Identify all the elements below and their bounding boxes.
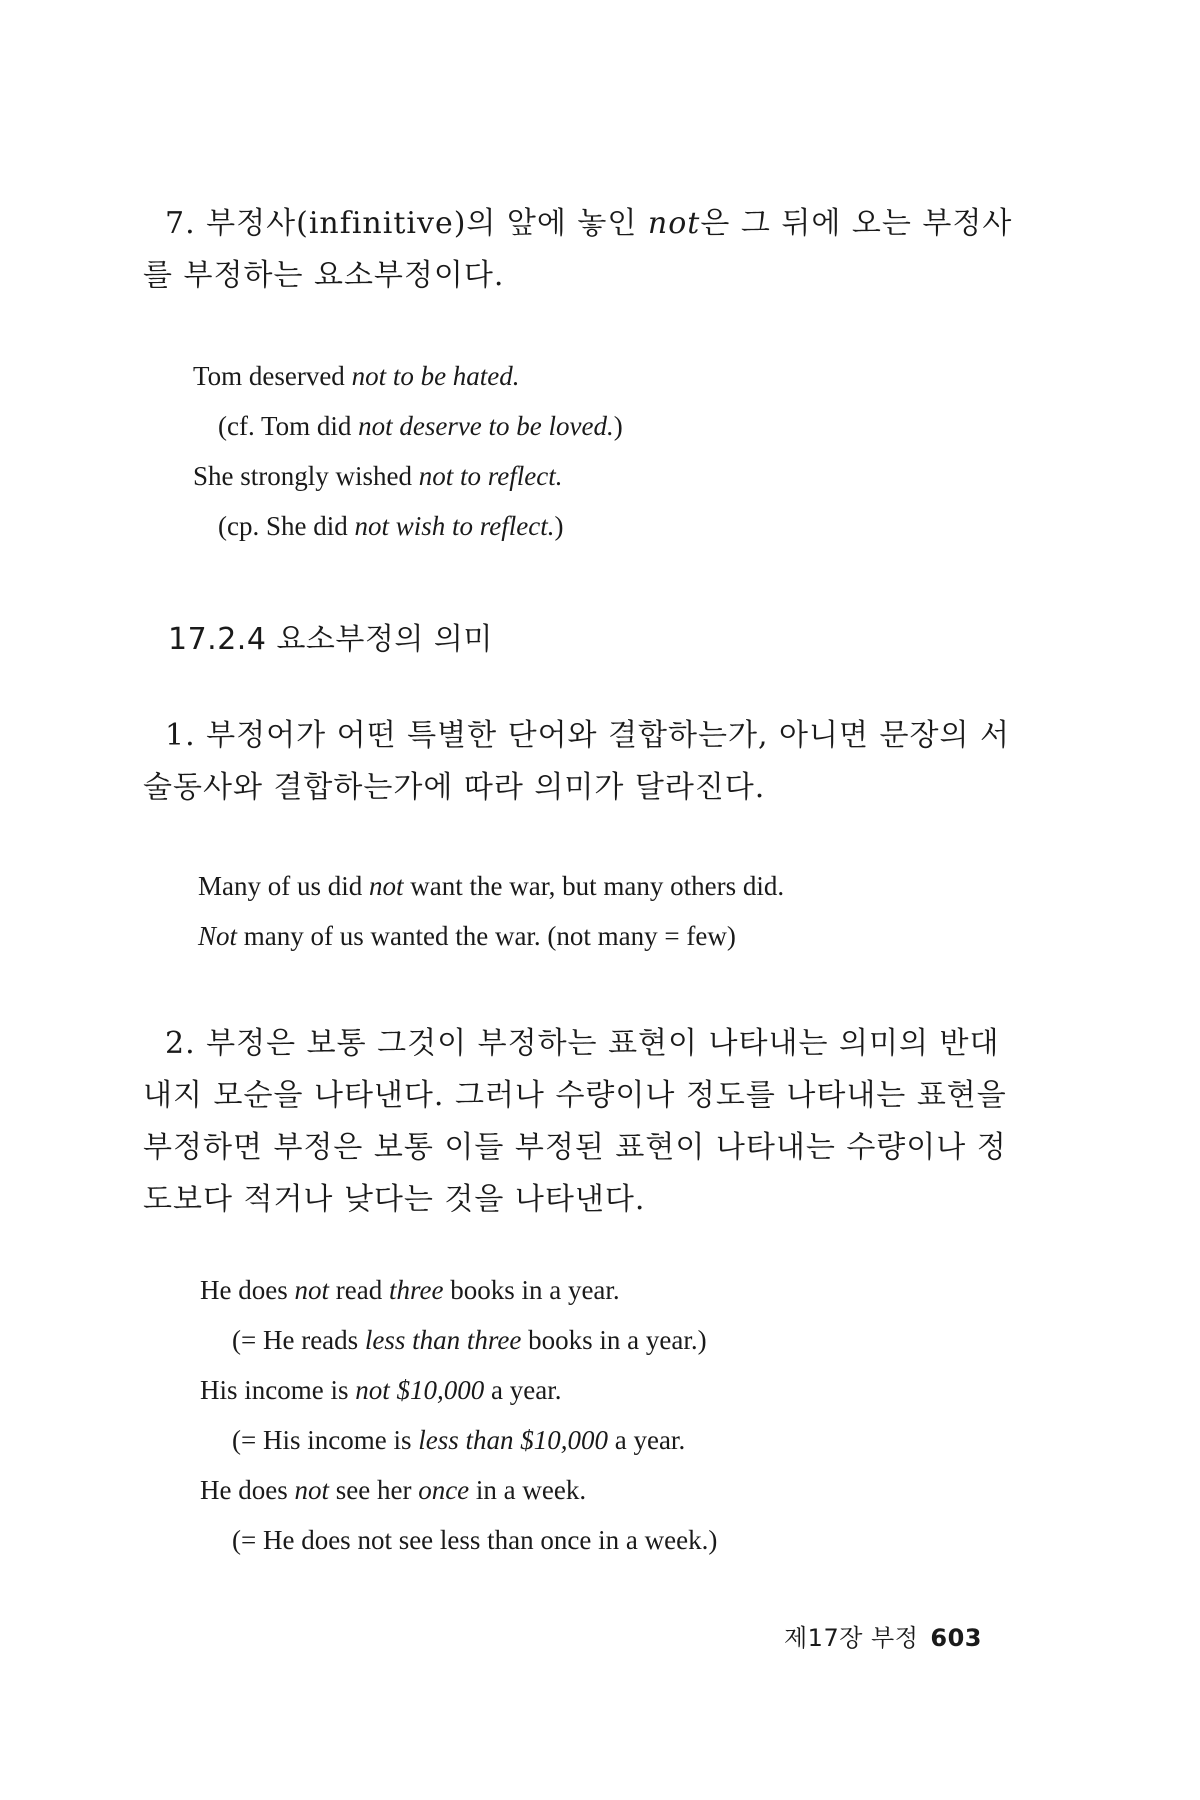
example-italic: not (294, 1475, 329, 1505)
item-number: 2. (165, 1026, 196, 1061)
page-number: 603 (930, 1624, 982, 1652)
example-line (193, 460, 562, 492)
example-italic: not (369, 871, 404, 901)
example-text: see her (329, 1475, 419, 1505)
example-line (200, 1274, 620, 1306)
example-italic: less than three (364, 1325, 522, 1355)
example-text: ) (613, 411, 623, 441)
chapter-label: 제17장 부정 (783, 1624, 919, 1652)
example-italic: once (418, 1475, 470, 1505)
example-text: Tom deserved (193, 361, 352, 391)
example-line (218, 410, 623, 442)
example-text: want the war, but many others did. (403, 871, 785, 901)
example-text: in a week. (469, 1475, 587, 1505)
example-line (198, 870, 784, 902)
example-text: (= He does not see less than once in a week.) (232, 1525, 718, 1555)
section-heading: 17.2.4 요소부정의 의미 (168, 622, 493, 657)
example-italic: not deserve to be loved. (358, 411, 614, 441)
example-line (193, 360, 520, 392)
paragraph-section-2 (143, 1018, 1023, 1226)
example-line (200, 1374, 561, 1406)
example-text: (cp. She did (218, 511, 355, 541)
example-line (218, 510, 563, 542)
example-text: ) (554, 511, 564, 541)
example-text: His income is (200, 1375, 356, 1405)
example-italic: not wish to reflect. (354, 511, 555, 541)
example-text: books in a year. (443, 1275, 620, 1305)
example-text: She strongly wished (193, 461, 419, 491)
example-italic: less than $10,000 (418, 1425, 608, 1455)
item-number: 7. (165, 206, 196, 241)
example-text: (= He reads (232, 1325, 365, 1355)
example-text: books in a year.) (521, 1325, 707, 1355)
example-text: a year. (607, 1425, 686, 1455)
example-text: (cf. Tom did (218, 411, 359, 441)
paragraph-section-1 (143, 710, 1023, 814)
item-number: 1. (165, 718, 196, 753)
example-text: Many of us did (198, 871, 369, 901)
example-italic: Not (198, 921, 238, 951)
example-line (232, 1424, 685, 1456)
example-text: a year. (484, 1375, 562, 1405)
example-italic: not $10,000 (355, 1375, 485, 1405)
example-line (232, 1524, 717, 1556)
italic-term: not (647, 206, 701, 241)
paragraph-text: 부정어가 어떤 특별한 단어와 결합하는가, 아니면 문장의 서술동사와 결합하는가에 따라 의미가 달라진다. (143, 718, 1010, 805)
example-text: He does (200, 1275, 295, 1305)
paragraph-text: 은 그 뒤에 오는 부정사를 부정하는 요소부정이다. (143, 206, 1013, 293)
example-italic: not (294, 1275, 329, 1305)
page-footer (784, 1618, 982, 1653)
example-text: read (329, 1275, 389, 1305)
example-text: He does (200, 1475, 295, 1505)
example-text: (= His income is (232, 1425, 419, 1455)
example-line (198, 920, 736, 952)
paragraph-section-7 (143, 198, 1023, 302)
example-line (232, 1324, 707, 1356)
paragraph-text: 부정은 보통 그것이 부정하는 표현이 나타내는 의미의 반대 내지 모순을 나타낸다. 그러나 수량이나 정도를 나타내는 표현을 부정하면 부정은 보통 이들 부정된 표현이 나타내는 수량이나 정도보다 적거나 낮다는 것을 나타낸다. (143, 1026, 1007, 1217)
example-italic: not to be hated. (351, 361, 520, 391)
paragraph-text: 부정사(infinitive)의 앞에 놓인 (206, 206, 648, 241)
example-text: many of us wanted the war. (not many = few) (237, 921, 736, 951)
example-italic: three (388, 1275, 444, 1305)
example-italic: not to reflect. (418, 461, 563, 491)
example-line (200, 1474, 586, 1506)
